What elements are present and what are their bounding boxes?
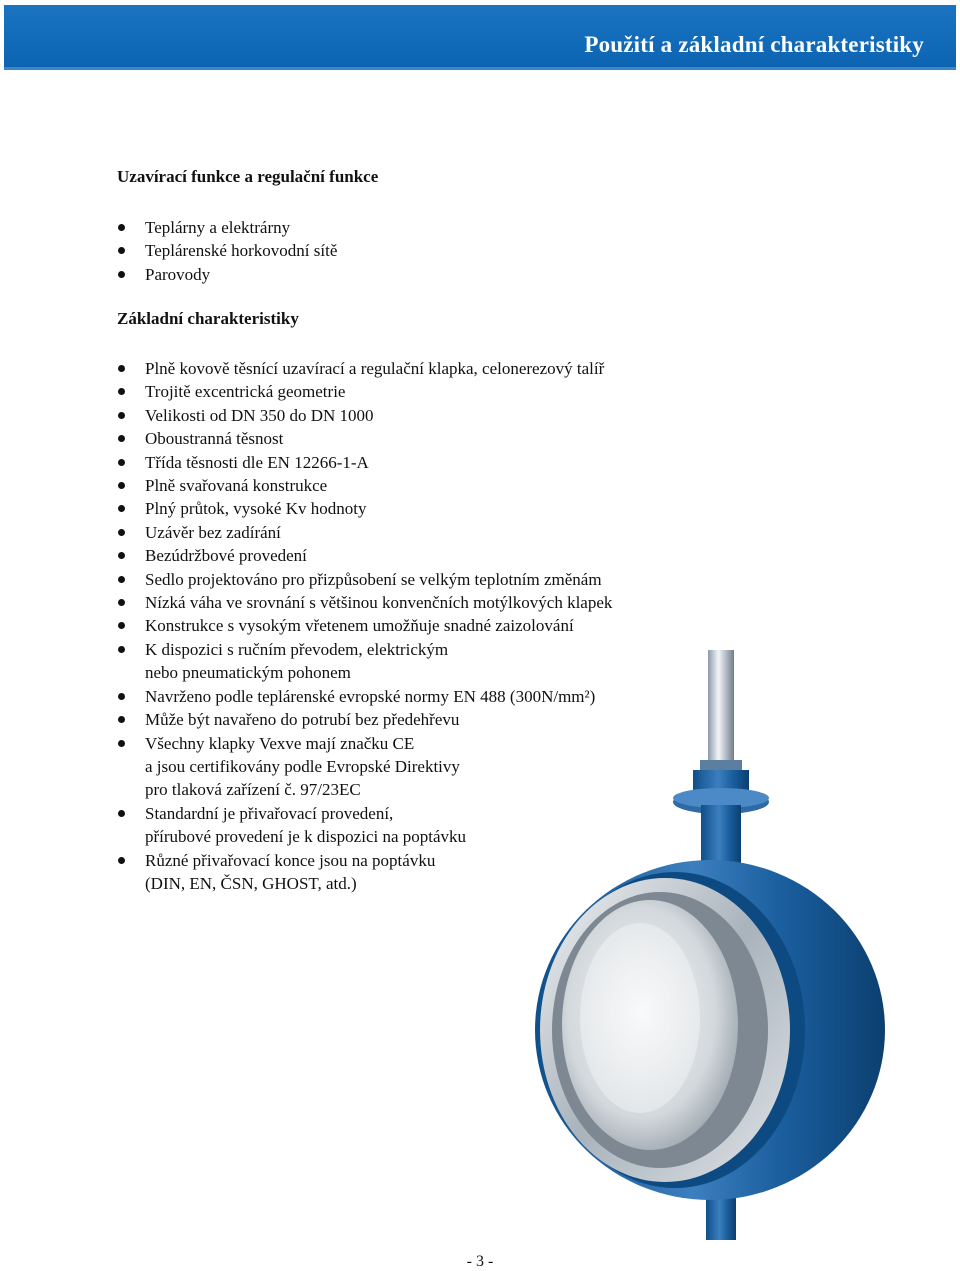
list-item [117, 544, 612, 567]
list-item-text: Plný průtok, vysoké Kv hodnoty [145, 499, 367, 519]
list-item-text: Trojitě excentrická geometrie [145, 382, 346, 402]
list-item-text: Teplárny a elektrárny [145, 218, 291, 237]
list-item [117, 357, 612, 380]
list-item [117, 474, 612, 497]
list-item [117, 568, 612, 591]
list-item-text: Oboustranná těsnost [145, 429, 284, 449]
list-item [117, 380, 612, 403]
page-title: Použití a základní charakteristiky [584, 32, 924, 57]
section-heading-characteristics: Základní charakteristiky [117, 309, 299, 328]
list-item-text: Může být navařeno do potrubí bez předehřevu [145, 710, 460, 730]
list-item [117, 427, 612, 450]
list-item [117, 263, 337, 286]
list-item [117, 239, 337, 262]
list-item-text: přírubové provedení je k dispozici na poptávku [145, 827, 467, 847]
list-item-text: Bezúdržbové provedení [145, 546, 307, 566]
list-item-text: K dispozici s ručním převodem, elektrickým [145, 639, 449, 659]
list-item-text: (DIN, EN, ČSN, GHOST, atd.) [145, 873, 357, 893]
list-item-text: Plně svařovaná konstrukce [145, 476, 328, 496]
list-item-text: Konstrukce s vysokým vřetenem umožňuje snadné zaizolování [145, 616, 574, 636]
list-item [117, 451, 612, 474]
list-item [117, 404, 612, 427]
list-item-text: Standardní je přivařovací provedení, [145, 803, 394, 823]
functions-list [117, 216, 337, 286]
list-item-text: Nízká váha ve srovnání s většinou konvenčních motýlkových klapek [145, 593, 613, 613]
list-item [117, 216, 337, 239]
list-item-text: Navrženo podle teplárenské evropské normy EN 488 (300N/mm²) [145, 686, 596, 706]
list-item-text: Různé přivařovací konce jsou na poptávku [145, 850, 436, 870]
list-item-text: Všechny klapky Vexve mají značku CE [145, 733, 415, 753]
list-item-text: Sedlo projektováno pro přizpůsobení se velkým teplotním změnám [145, 569, 602, 589]
list-item-text: nebo pneumatickým pohonem [145, 663, 351, 683]
list-item-text: Třída těsnosti dle EN 12266-1-A [145, 452, 369, 472]
list-item [117, 521, 612, 544]
list-item-text: Parovody [145, 264, 211, 284]
list-item [117, 497, 612, 520]
butterfly-valve-image [500, 640, 900, 1240]
list-item-text: pro tlaková zařízení č. 97/23EC [145, 780, 361, 800]
list-item-text: Velikosti od DN 350 do DN 1000 [145, 405, 374, 425]
list-item [117, 614, 612, 637]
section-heading-functions: Uzavírací funkce a regulační funkce [117, 167, 379, 186]
list-item-text: Plně kovově těsnící uzavírací a regulační klapka, celonerezový talíř [145, 359, 605, 378]
page-number: - 3 - [466, 1253, 494, 1270]
header-bar [4, 5, 956, 70]
list-item-text: Uzávěr bez zadírání [145, 522, 281, 542]
list-item [117, 591, 612, 614]
list-item-text: a jsou certifikovány podle Evropské Direktivy [145, 756, 460, 776]
list-item-text: Teplárenské horkovodní sítě [145, 241, 338, 261]
